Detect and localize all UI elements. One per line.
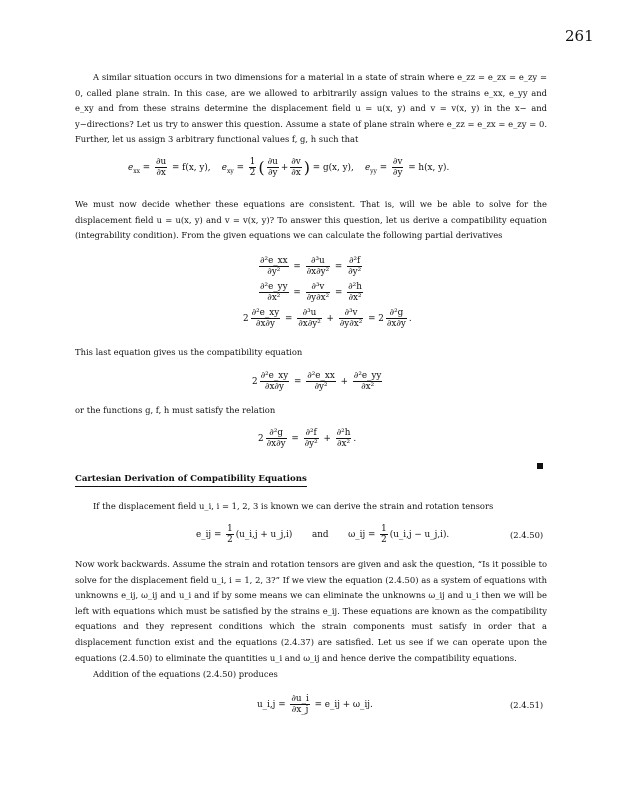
- equation-deriv-row-1: $\frac{\text{∂²e\_xx}}{\text{∂y²}}$ = $\frac{\text{∂³u}}{\text{∂x∂y²}}$ = $\frac{\text{∂²f}}{\text{∂y²}}$: [260, 256, 362, 277]
- end-of-proof-square: [537, 463, 543, 469]
- paragraph-plane-strain: A similar situation occurs in two dimensions for a material in a state of strain where e_zz = e_zx = e_zy = 0, called plane strain. In this case, are we allowed to arbitrarily assign values to the strains e_xx, e_yy and e_xy and from these strains determine the displacement field u = u(x, y) and v = v(x, y) in the x− and y−directions? Let us try to answer this question. Assume a state of plane strain where e_zz = e_zx = e_zy = 0. Further, let us assign 3 arbitrary functional values f, g, h such that: [75, 72, 547, 145]
- equation-number-2-4-50: (2.4.50): [510, 530, 544, 540]
- paragraph-relation: or the functions g, f, h must satisfy the relation: [75, 405, 276, 415]
- equation-2-4-51: u_i,j = $\frac{\partial u\_i}{\partial x\_j}$ = e_ij + ω_ij.: [257, 694, 373, 715]
- equation-strain-definitions: $e_{xx}$ = $\frac{\partial u}{\partial x}$ = f(x, y), $e_{xy}$ = $\frac{1}{2}$ ( $\frac{\partial u}{\partial y}$ + $\frac{\partial v}{\partial x}$ ) = g(x, y), $e_{yy}$ = $\frac{\partial v}{\partial y}$ = h(x, y).: [128, 157, 450, 178]
- paragraph-last-equation: This last equation gives us the compatibility equation: [75, 347, 303, 357]
- equation-deriv-row-3: 2 $\frac{\text{∂²e\_xy}}{\partial x\partial y}$ = $\frac{\text{∂³u}}{\text{∂x∂y²}}$ + $\frac{\text{∂³v}}{\text{∂y∂x²}}$ = 2 $\frac{\text{∂²g}}{\partial x\partial y}$ .: [243, 308, 412, 329]
- section-heading: Cartesian Derivation of Compatibility Equations: [75, 474, 307, 487]
- equation-deriv-row-2: $\frac{\text{∂²e\_yy}}{\text{∂x²}}$ = $\frac{\text{∂³v}}{\text{∂y∂x²}}$ = $\frac{\text{∂²h}}{\text{∂x²}}$: [260, 282, 362, 303]
- paragraph-work-backwards: Now work backwards. Assume the strain and rotation tensors are given and ask the question, “Is it possible to solve for the displacement field u_i, i = 1, 2, 3?” If we view the equation (2.4.50) as a system of equations with unknowns e_ij, ω_ij and u_i and if by some means we can eliminate the unknowns ω_ij and u_i then we will be left with equations which must be satisfied by the strains e_ij. These equations are known as the compatibility equations and they represent conditions which the strain components must satisfy in order that a displacement function exist and the equations (2.4.37) are satisfied. Let us see if we can operate upon the equations (2.4.50) to eliminate the quantities u_i and ω_ij and hence derive the compatibility equations.: [75, 559, 547, 663]
- equation-compatibility: 2 $\frac{\text{∂²e\_xy}}{\partial x\partial y}$ = $\frac{\text{∂²e\_xx}}{\text{∂y²}}$ + $\frac{\text{∂²e\_yy}}{\text{∂x²}}$: [252, 371, 382, 392]
- paragraph-displacement-known: If the displacement field u_i, i = 1, 2, 3 is known we can derive the strain and rotation tensors: [93, 501, 494, 511]
- equation-2-4-50: e_ij = $\frac{1}{2}$ (u_i,j + u_j,i) and ω_ij = $\frac{1}{2}$ (u_i,j − u_j,i).: [196, 524, 450, 545]
- equation-number-2-4-51: (2.4.51): [510, 700, 544, 710]
- page-number: 261: [565, 27, 594, 45]
- paragraph-addition: Addition of the equations (2.4.50) produces: [93, 669, 278, 679]
- equation-relation: 2 $\frac{\text{∂²g}}{\partial x\partial y}$ = $\frac{\text{∂²f}}{\text{∂y²}}$ + $\frac{\text{∂²h}}{\text{∂x²}}$ .: [258, 428, 357, 449]
- paragraph-consistency: We must now decide whether these equations are consistent. That is, will we be able to solve for the displacement field u = u(x, y) and v = v(x, y)? To answer this question, let us derive a compatibility equation (integrability condition). From the given equations we can calculate the following partial derivatives: [75, 199, 547, 241]
